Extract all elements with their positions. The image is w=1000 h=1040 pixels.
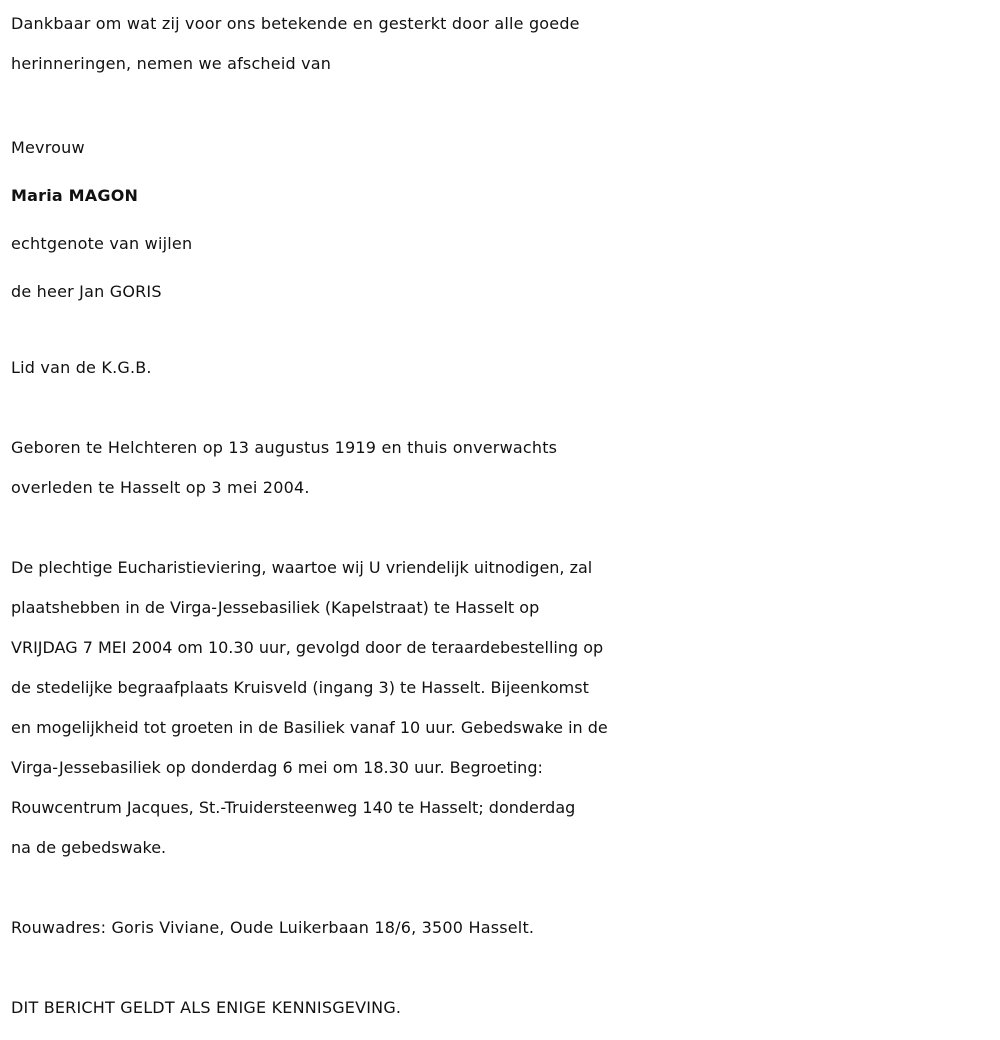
ceremony-line: Virga-Jessebasiliek op donderdag 6 mei om 18.30 uur. Begroeting: bbox=[11, 758, 543, 777]
ceremony-line: VRIJDAG 7 MEI 2004 om 10.30 uur, gevolgd door de teraardebestelling op bbox=[11, 638, 604, 657]
spouse-line: de heer Jan GORIS bbox=[11, 282, 162, 301]
ceremony-line: na de gebedswake. bbox=[11, 838, 167, 857]
ceremony-line: Rouwcentrum Jacques, St.-Truidersteenweg 140 te Hasselt; donderdag bbox=[11, 798, 576, 817]
intro-line: herinneringen, nemen we afscheid van bbox=[11, 54, 332, 73]
intro-paragraph bbox=[11, 4, 990, 84]
ceremony-line: en mogelijkheid tot groeten in de Basiliek vanaf 10 uur. Gebedswake in de bbox=[11, 718, 608, 737]
ceremony-line: plaatshebben in de Virga-Jessebasiliek (Kapelstraat) te Hasselt op bbox=[11, 598, 540, 617]
salutation: Mevrouw bbox=[11, 138, 85, 157]
address-paragraph bbox=[11, 908, 990, 948]
membership-paragraph bbox=[11, 348, 990, 388]
intro-line: Dankbaar om wat zij voor ons betekende en gesterkt door alle goede bbox=[11, 14, 580, 33]
birth-death-line: Geboren te Helchteren op 13 augustus 1919 en thuis onverwachts bbox=[11, 438, 558, 457]
closing-statement: DIT BERICHT GELDT ALS ENIGE KENNISGEVING. bbox=[11, 998, 402, 1017]
relation-line: echtgenote van wijlen bbox=[11, 234, 193, 253]
mourning-address: Rouwadres: Goris Viviane, Oude Luikerbaan 18/6, 3500 Hasselt. bbox=[11, 918, 535, 937]
birth-death-paragraph bbox=[11, 428, 990, 508]
ceremony-line: de stedelijke begraafplaats Kruisveld (ingang 3) te Hasselt. Bijeenkomst bbox=[11, 678, 589, 697]
closing-paragraph bbox=[11, 988, 990, 1028]
membership-line: Lid van de K.G.B. bbox=[11, 358, 152, 377]
deceased-name: Maria MAGON bbox=[11, 186, 139, 205]
ceremony-paragraph bbox=[11, 548, 990, 868]
ceremony-line: De plechtige Eucharistieviering, waartoe wij U vriendelijk uitnodigen, zal bbox=[11, 558, 593, 577]
birth-death-line: overleden te Hasselt op 3 mei 2004. bbox=[11, 478, 310, 497]
deceased-block bbox=[11, 124, 990, 316]
